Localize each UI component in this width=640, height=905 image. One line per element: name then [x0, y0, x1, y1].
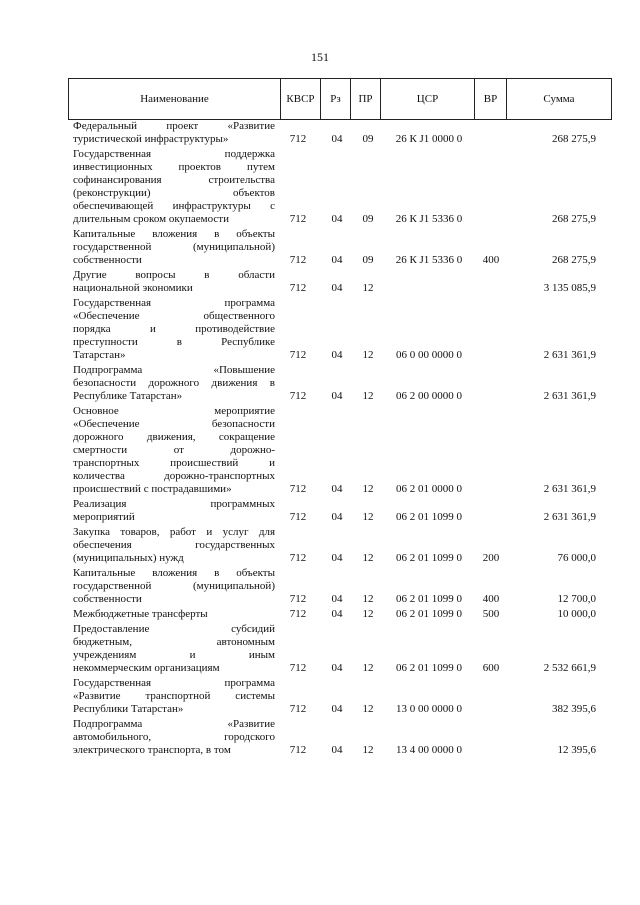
column-header-kvsr: КВСР: [281, 79, 321, 119]
row-name: [73, 148, 275, 226]
row-name-line: Подпрограмма «Повышение: [73, 364, 275, 376]
cell-csr: 13 4 00 0000 0: [396, 744, 462, 756]
row-name: [73, 718, 275, 757]
cell-sum: 2 631 361,9: [543, 390, 596, 402]
cell-csr: 06 2 01 1099 0: [396, 593, 462, 605]
row-name-line: инвестиционных проектов путем: [73, 161, 275, 173]
table-row: [0, 364, 640, 403]
cell-csr: 26 К J1 5336 0: [395, 213, 463, 225]
row-name-line: (муниципальных) нужд: [73, 552, 184, 564]
table-row: [0, 623, 640, 675]
row-name-line: электрического транспорта, в том: [73, 744, 231, 756]
cell-rz: 04: [331, 552, 343, 564]
table-row: [0, 718, 640, 757]
cell-rz: 04: [331, 593, 343, 605]
row-name: [73, 567, 275, 606]
cell-pr: 12: [362, 703, 374, 715]
cell-pr: 12: [362, 483, 374, 495]
row-name-line: собственности: [73, 593, 142, 605]
row-name-line: безопасности дорожного движения в: [73, 377, 275, 389]
cell-pr: 12: [362, 608, 374, 620]
cell-sum: 12 700,0: [557, 593, 596, 605]
row-name-line: софинансирования строительства: [73, 174, 275, 186]
row-name-line: автомобильного, городского: [73, 731, 275, 743]
row-name-line: происшествий с пострадавшими»: [73, 483, 232, 495]
cell-kvsr: 712: [289, 511, 307, 523]
cell-sum: 268 275,9: [552, 133, 596, 145]
row-name: [73, 269, 275, 295]
cell-csr: 06 0 00 0000 0: [396, 349, 462, 361]
cell-kvsr: 712: [289, 254, 307, 266]
cell-csr: 26 К J1 0000 0: [395, 133, 463, 145]
cell-csr: 06 2 01 0000 0: [396, 483, 462, 495]
cell-kvsr: 712: [289, 552, 307, 564]
cell-kvsr: 712: [289, 593, 307, 605]
row-name: [73, 228, 275, 267]
row-name-line: мероприятий: [73, 511, 135, 523]
row-name-line: обеспечивающей инфраструктуры с: [73, 200, 275, 212]
row-name-line: Федеральный проект «Развитие: [73, 120, 275, 132]
row-name-line: Татарстан»: [73, 349, 126, 361]
cell-rz: 04: [331, 608, 343, 620]
table-row: [0, 526, 640, 565]
cell-csr: 06 2 01 1099 0: [396, 511, 462, 523]
row-name-line: Республики Татарстан»: [73, 703, 184, 715]
cell-csr: 06 2 01 1099 0: [396, 552, 462, 564]
cell-sum: 10 000,0: [557, 608, 596, 620]
cell-sum: 2 631 361,9: [543, 511, 596, 523]
cell-pr: 12: [362, 552, 374, 564]
cell-pr: 12: [362, 511, 374, 523]
row-name-line: бюджетным, автономным: [73, 636, 275, 648]
cell-kvsr: 712: [289, 608, 307, 620]
table-header: [68, 78, 612, 120]
row-name-line: некоммерческим организациям: [73, 662, 220, 674]
column-header-name: Наименование: [69, 79, 281, 119]
cell-pr: 09: [362, 133, 374, 145]
row-name-line: собственности: [73, 254, 142, 266]
cell-rz: 04: [331, 511, 343, 523]
row-name-line: Государственная программа: [73, 677, 275, 689]
cell-kvsr: 712: [289, 349, 307, 361]
table-row: [0, 567, 640, 606]
cell-sum: 268 275,9: [552, 254, 596, 266]
cell-rz: 04: [331, 390, 343, 402]
table-row: [0, 608, 640, 621]
cell-csr: 06 2 01 1099 0: [396, 662, 462, 674]
row-name-line: «Обеспечение общественного: [73, 310, 275, 322]
cell-vr: 600: [482, 662, 500, 674]
cell-kvsr: 712: [289, 282, 307, 294]
row-name: [73, 677, 275, 716]
row-name: [73, 608, 275, 621]
cell-pr: 12: [362, 593, 374, 605]
cell-rz: 04: [331, 282, 343, 294]
table-row: [0, 677, 640, 716]
row-name-line: дорожного движения, сокращение: [73, 431, 275, 443]
column-header-pr: ПР: [351, 79, 381, 119]
row-name-line: государственной (муниципальной): [73, 580, 275, 592]
cell-kvsr: 712: [289, 213, 307, 225]
row-name-line: Государственная поддержка: [73, 148, 275, 160]
table-row: [0, 120, 640, 146]
cell-rz: 04: [331, 662, 343, 674]
row-name-line: Государственная программа: [73, 297, 275, 309]
row-name-line: Другие вопросы в области: [73, 269, 275, 281]
cell-kvsr: 712: [289, 744, 307, 756]
cell-rz: 04: [331, 349, 343, 361]
cell-sum: 76 000,0: [557, 552, 596, 564]
column-header-vr: ВР: [475, 79, 507, 119]
cell-sum: 268 275,9: [552, 213, 596, 225]
cell-sum: 12 395,6: [557, 744, 596, 756]
table-row: [0, 269, 640, 295]
row-name: [73, 364, 275, 403]
row-name: [73, 498, 275, 524]
row-name-line: национальной экономики: [73, 282, 193, 294]
cell-rz: 04: [331, 254, 343, 266]
row-name-line: количества дорожно-транспортных: [73, 470, 275, 482]
row-name-line: Капитальные вложения в объекты: [73, 228, 275, 240]
row-name-line: транспортных происшествий и: [73, 457, 275, 469]
row-name-line: Закупка товаров, работ и услуг для: [73, 526, 275, 538]
table-row: [0, 405, 640, 496]
column-header-csr: ЦСР: [381, 79, 475, 119]
table-row: [0, 228, 640, 267]
row-name-line: порядка и противодействие: [73, 323, 275, 335]
row-name-line: туристической инфраструктуры»: [73, 133, 229, 145]
row-name: [73, 297, 275, 362]
cell-vr: 200: [482, 552, 500, 564]
cell-rz: 04: [331, 213, 343, 225]
cell-sum: 2 532 661,9: [543, 662, 596, 674]
cell-kvsr: 712: [289, 483, 307, 495]
cell-pr: 09: [362, 254, 374, 266]
cell-rz: 04: [331, 133, 343, 145]
page-number: 151: [311, 50, 329, 64]
row-name-line: преступности в Республике: [73, 336, 275, 348]
cell-kvsr: 712: [289, 662, 307, 674]
row-name: [73, 405, 275, 496]
cell-rz: 04: [331, 483, 343, 495]
cell-pr: 12: [362, 282, 374, 294]
row-name-line: (реконструкции) объектов: [73, 187, 275, 199]
row-name-line: Реализация программных: [73, 498, 275, 510]
cell-csr: 26 К J1 5336 0: [395, 254, 463, 266]
cell-pr: 09: [362, 213, 374, 225]
row-name-line: длительным сроком окупаемости: [73, 213, 229, 225]
cell-csr: 13 0 00 0000 0: [396, 703, 462, 715]
cell-csr: 06 2 01 1099 0: [396, 608, 462, 620]
cell-pr: 12: [362, 662, 374, 674]
row-name-line: смертности от дорожно-: [73, 444, 275, 456]
column-header-rz: Рз: [321, 79, 351, 119]
cell-pr: 12: [362, 390, 374, 402]
cell-vr: 500: [482, 608, 500, 620]
cell-kvsr: 712: [289, 390, 307, 402]
cell-vr: 400: [482, 254, 500, 266]
row-name-line: Республике Татарстан»: [73, 390, 183, 402]
row-name-line: Основное мероприятие: [73, 405, 275, 417]
cell-kvsr: 712: [289, 703, 307, 715]
cell-rz: 04: [331, 703, 343, 715]
row-name-line: обеспечения государственных: [73, 539, 275, 551]
row-name: [73, 120, 275, 146]
cell-sum: 2 631 361,9: [543, 349, 596, 361]
cell-csr: 06 2 00 0000 0: [396, 390, 462, 402]
row-name: [73, 526, 275, 565]
row-name-line: Межбюджетные трансферты: [73, 608, 208, 620]
cell-sum: 2 631 361,9: [543, 483, 596, 495]
row-name-line: «Развитие транспортной системы: [73, 690, 275, 702]
row-name-line: «Обеспечение безопасности: [73, 418, 275, 430]
cell-sum: 3 135 085,9: [543, 282, 596, 294]
table-row: [0, 498, 640, 524]
row-name-line: Подпрограмма «Развитие: [73, 718, 275, 730]
table-row: [0, 148, 640, 226]
row-name-line: учреждениям и иным: [73, 649, 275, 661]
row-name-line: Капитальные вложения в объекты: [73, 567, 275, 579]
row-name: [73, 623, 275, 675]
table-row: [0, 297, 640, 362]
cell-pr: 12: [362, 744, 374, 756]
column-header-sum: Сумма: [543, 93, 575, 105]
cell-sum: 382 395,6: [552, 703, 596, 715]
row-name-line: государственной (муниципальной): [73, 241, 275, 253]
cell-kvsr: 712: [289, 133, 307, 145]
row-name-line: Предоставление субсидий: [73, 623, 275, 635]
cell-rz: 04: [331, 744, 343, 756]
cell-pr: 12: [362, 349, 374, 361]
cell-vr: 400: [482, 593, 500, 605]
